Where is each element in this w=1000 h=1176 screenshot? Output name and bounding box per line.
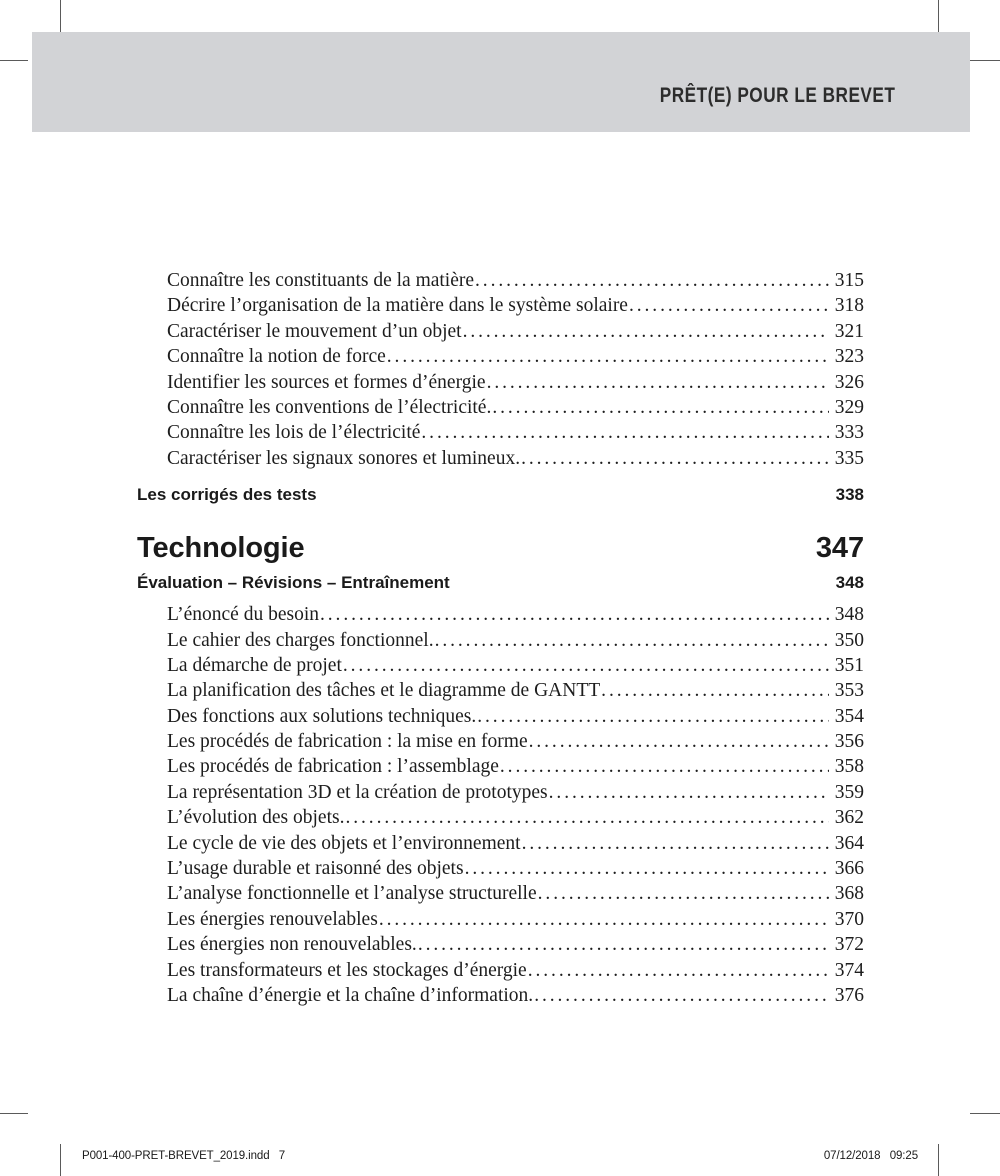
toc-entry-page: 350 (834, 629, 864, 651)
toc-entry[interactable] (137, 958, 864, 983)
toc-leader-dots (629, 293, 829, 318)
toc-entry-page: 358 (834, 756, 864, 778)
toc-entry-page: 359 (834, 781, 864, 803)
toc-heading-corriges-des-tests[interactable] (137, 483, 864, 507)
toc-entry-page: 376 (834, 984, 864, 1006)
toc-entry-title: Connaître les constituants de la matière (167, 270, 475, 291)
toc-entry-title: Les procédés de fabrication : la mise en forme (167, 731, 528, 753)
footer-timestamp: 07/12/2018 09:25 (823, 1150, 918, 1162)
toc-leader-dots (529, 729, 829, 754)
toc-entry[interactable] (137, 602, 864, 627)
toc-entry-page: 351 (834, 654, 864, 676)
toc-entry-page: 368 (834, 883, 864, 905)
toc-heading-page: 348 (835, 573, 864, 593)
toc-leader-dots (500, 754, 829, 779)
toc-entry-title: Le cycle de vie des objets et l’environnement (167, 832, 521, 854)
toc-entry[interactable] (137, 754, 864, 779)
toc-entry-page: 354 (834, 705, 864, 727)
toc-entry-page: 333 (834, 422, 864, 444)
toc-entry-page: 372 (834, 934, 864, 956)
toc-leader-dots (345, 805, 829, 830)
toc-entry-title: Le cahier des charges fonctionnel. (167, 629, 434, 651)
crop-mark-top-right-vertical (938, 0, 939, 32)
toc-entry-title: Les énergies renouvelables (167, 908, 378, 930)
toc-leader-dots (522, 831, 829, 856)
spacer (137, 471, 864, 483)
toc-heading-evaluation-revisions-entrainement[interactable] (137, 571, 864, 595)
toc-entry-title: La chaîne d’énergie et la chaîne d’information. (167, 984, 534, 1006)
toc-entry[interactable] (137, 319, 864, 344)
toc-entry-page: 364 (834, 832, 864, 854)
crop-mark-top-left-horizontal (0, 60, 28, 61)
toc-heading-title: Évaluation – Révisions – Entraînement (137, 573, 450, 593)
toc-entry-page: 370 (834, 908, 864, 930)
toc-entry-title: Identifier les sources et formes d’énergie (167, 371, 486, 393)
toc-entry-page: 374 (834, 959, 864, 981)
spacer (137, 507, 864, 529)
toc-group-physique-chimie (137, 268, 864, 471)
toc-leader-dots (477, 704, 829, 729)
toc-entry[interactable] (137, 370, 864, 395)
crop-mark-bottom-left-horizontal (0, 1113, 28, 1114)
toc-leader-dots (320, 602, 829, 627)
toc-entry[interactable] (137, 268, 864, 293)
toc-entry[interactable] (137, 907, 864, 932)
toc-entry-title: Connaître les conventions de l’électricité. (167, 396, 492, 418)
toc-entry-page: 321 (834, 320, 864, 342)
toc-leader-dots (343, 653, 829, 678)
toc-leader-dots (521, 446, 829, 471)
running-header-title: PRÊT(E) POUR LE BREVET (659, 84, 895, 107)
toc-entry-title: L’analyse fonctionnelle et l’analyse structurelle (167, 883, 537, 905)
toc-entry-page: 323 (834, 346, 864, 368)
toc-entry[interactable] (137, 653, 864, 678)
running-header-band (32, 32, 970, 132)
toc-entry-title: Les procédés de fabrication : l’assemblage (167, 756, 499, 778)
toc-entry-page: 353 (834, 680, 864, 702)
toc-entry-title: L’usage durable et raisonné des objets (167, 858, 464, 880)
toc-entry-page: 335 (834, 447, 864, 469)
toc-entry-title: La démarche de projet (167, 654, 342, 676)
toc-leader-dots (387, 344, 829, 369)
toc-entry[interactable] (137, 881, 864, 906)
toc-leader-dots (475, 268, 829, 293)
toc-entry-title: La représentation 3D et la création de prototypes (167, 781, 548, 803)
toc-entry[interactable] (137, 628, 864, 653)
toc-entry[interactable] (137, 446, 864, 471)
toc-leader-dots (601, 678, 829, 703)
toc-leader-dots (421, 420, 829, 445)
crop-mark-bottom-left-vertical (60, 1144, 61, 1176)
toc-entry-page: 356 (834, 731, 864, 753)
toc-leader-dots (463, 319, 829, 344)
toc-group-technologie (137, 602, 864, 1008)
toc-entry-page: 348 (834, 604, 864, 626)
toc-entry[interactable] (137, 729, 864, 754)
toc-entry-page: 318 (834, 295, 864, 317)
footer-file-label: P001-400-PRET-BREVET_2019.indd 7 (82, 1150, 286, 1162)
toc-entry[interactable] (137, 344, 864, 369)
toc-leader-dots (435, 628, 829, 653)
toc-entry-page: 315 (834, 270, 864, 291)
toc-entry[interactable] (137, 780, 864, 805)
toc-entry-title: Caractériser les signaux sonores et lumineux. (167, 447, 521, 469)
toc-entry[interactable] (137, 932, 864, 957)
toc-leader-dots (549, 780, 829, 805)
toc-heading-page: 347 (815, 532, 864, 565)
toc-entry-title: Caractériser le mouvement d’un objet (167, 320, 462, 342)
crop-mark-bottom-right-horizontal (970, 1113, 1000, 1114)
toc-entry-title: L’évolution des objets. (167, 807, 345, 829)
toc-leader-dots (534, 983, 829, 1008)
toc-heading-technologie[interactable] (137, 529, 864, 567)
toc-entry-title: La planification des tâches et le diagramme de GANTT (167, 680, 601, 702)
table-of-contents (137, 268, 864, 1008)
toc-entry-title: Les énergies non renouvelables. (167, 934, 417, 956)
toc-leader-dots (379, 907, 829, 932)
toc-leader-dots (528, 958, 829, 983)
toc-entry[interactable] (137, 678, 864, 703)
toc-entry-page: 366 (834, 858, 864, 880)
crop-mark-top-right-horizontal (970, 60, 1000, 61)
toc-entry[interactable] (137, 395, 864, 420)
toc-leader-dots (538, 881, 829, 906)
toc-entry[interactable] (137, 983, 864, 1008)
toc-leader-dots (492, 395, 829, 420)
toc-entry[interactable] (137, 293, 864, 318)
toc-entry[interactable] (137, 420, 864, 445)
toc-entry-title: Décrire l’organisation de la matière dans le système solaire (167, 295, 628, 317)
toc-entry-page: 362 (834, 807, 864, 829)
toc-entry[interactable] (137, 805, 864, 830)
toc-heading-page: 338 (835, 485, 864, 505)
toc-entry-title: Connaître la notion de force (167, 346, 386, 368)
toc-entry[interactable] (137, 831, 864, 856)
toc-entry[interactable] (137, 704, 864, 729)
toc-heading-title: Les corrigés des tests (137, 485, 317, 505)
toc-leader-dots (465, 856, 829, 881)
crop-mark-bottom-right-vertical (938, 1144, 939, 1176)
toc-entry-page: 326 (834, 371, 864, 393)
toc-heading-title: Technologie (137, 532, 305, 565)
toc-entry[interactable] (137, 856, 864, 881)
toc-entry-title: L’énoncé du besoin (167, 604, 319, 626)
spacer (137, 595, 864, 602)
toc-entry-title: Les transformateurs et les stockages d’énergie (167, 959, 527, 981)
crop-mark-top-left-vertical (60, 0, 61, 32)
toc-leader-dots (418, 932, 829, 957)
printer-slug-footer (82, 1150, 918, 1162)
toc-entry-page: 329 (834, 396, 864, 418)
toc-leader-dots (487, 370, 829, 395)
toc-entry-title: Des fonctions aux solutions techniques. (167, 705, 477, 727)
toc-entry-title: Connaître les lois de l’électricité (167, 422, 421, 444)
